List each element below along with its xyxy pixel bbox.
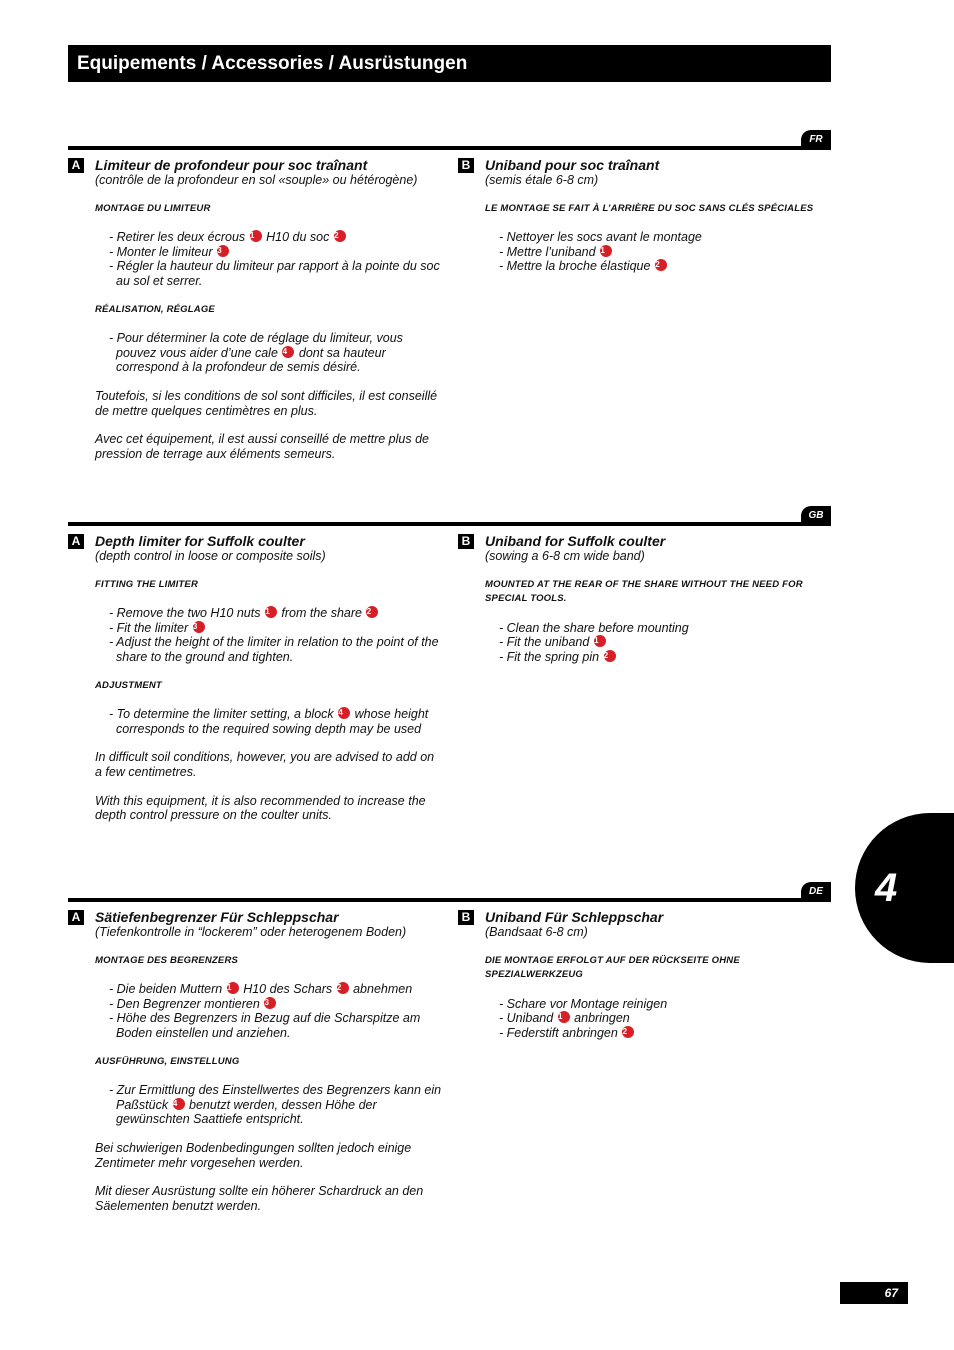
sub-heading: MONTAGE DES BEGRENZERS bbox=[95, 954, 239, 966]
step-text: - Fit the limiter bbox=[109, 620, 192, 635]
section-subtitle: (semis étale 6-8 cm) bbox=[485, 173, 599, 187]
callout-number-badge: 2 bbox=[655, 259, 667, 271]
step-text: - Remove the two H10 nuts bbox=[109, 606, 264, 621]
section-rule bbox=[68, 522, 831, 526]
section-subtitle: (contrôle de la profondeur en sol «souple» ou hétérogène) bbox=[95, 173, 418, 187]
step-item bbox=[109, 1083, 443, 1127]
callout-number-badge: 1 bbox=[594, 635, 606, 647]
step-item bbox=[109, 707, 443, 736]
column-b bbox=[458, 157, 831, 274]
section-title: Uniband Für Schleppschar bbox=[485, 909, 664, 925]
page-header bbox=[68, 45, 831, 82]
section-title: Depth limiter for Suffolk coulter bbox=[95, 533, 305, 549]
step-list bbox=[109, 230, 443, 288]
callout-number-badge: 3 bbox=[264, 997, 276, 1009]
step-list bbox=[109, 707, 443, 736]
step-list bbox=[499, 997, 831, 1041]
note-paragraph: In difficult soil conditions, however, you are advised to add on a few centimetres. bbox=[95, 750, 435, 779]
callout-number-badge: 2 bbox=[337, 982, 349, 994]
step-text: - Régler la hauteur du limiteur par rapport à la pointe du soc au sol et serrer. bbox=[109, 259, 440, 288]
callout-number-badge: 3 bbox=[193, 621, 205, 633]
step-text: - Höhe des Begrenzers in Bezug auf die Scharspitze am Boden einstellen und anziehen. bbox=[109, 1011, 421, 1040]
step-text: abnehmen bbox=[349, 982, 413, 997]
callout-number-badge: 4 bbox=[338, 707, 350, 719]
step-item bbox=[109, 331, 443, 375]
callout-number-badge: 2 bbox=[366, 606, 378, 618]
step-list bbox=[109, 331, 443, 375]
step-text: - To determine the limiter setting, a block bbox=[109, 707, 338, 722]
callout-number-badge: 2 bbox=[622, 1026, 634, 1038]
language-tab: DE bbox=[801, 882, 831, 902]
step-text: H10 des Schars bbox=[239, 982, 336, 997]
step-text: - Fit the spring pin bbox=[499, 649, 603, 664]
step-item bbox=[499, 997, 831, 1012]
column-b bbox=[458, 909, 831, 1041]
step-text: - Fit the uniband bbox=[499, 635, 593, 650]
section-subtitle: (depth control in loose or composite soils) bbox=[95, 549, 326, 563]
column-a bbox=[68, 157, 443, 461]
step-item bbox=[109, 230, 443, 245]
step-text: - Clean the share before mounting bbox=[499, 620, 689, 635]
section-title: Uniband pour soc traînant bbox=[485, 157, 660, 173]
note-paragraph: With this equipment, it is also recommended to increase the depth control pressure on the coulter units. bbox=[95, 793, 426, 823]
step-text: - Mettre la broche élastique bbox=[499, 259, 654, 274]
note-paragraph: Mit dieser Ausrüstung sollte ein höherer Schardruck an den Säelementen benutzt werden. bbox=[95, 1184, 424, 1213]
step-item bbox=[499, 1026, 831, 1041]
section-subtitle: (sowing a 6-8 cm wide band) bbox=[485, 549, 645, 563]
page-title: Equipements / Accessories / Ausrüstungen bbox=[77, 52, 468, 74]
step-item bbox=[499, 245, 831, 260]
step-text: whose height corresponds to the required sowing depth may be used bbox=[116, 707, 429, 736]
note-paragraph: Toutefois, si les conditions de sol sont difficiles, il est conseillé de mettre quelques centimètres en plus. bbox=[95, 388, 438, 418]
step-item bbox=[109, 259, 443, 288]
section-subtitle: (Bandsaat 6-8 cm) bbox=[485, 925, 588, 939]
callout-number-badge: 4 bbox=[282, 346, 294, 358]
section-subtitle: (Tiefenkontrolle in “lockerem” oder heterogenem Boden) bbox=[95, 925, 407, 939]
step-text: benutzt werden, dessen Höhe der gewünschten Saattiefe entspricht. bbox=[116, 1097, 377, 1127]
step-text: H10 du soc bbox=[262, 230, 333, 245]
section-rule bbox=[68, 898, 831, 902]
step-item bbox=[499, 1011, 831, 1026]
callout-number-badge: 2 bbox=[334, 230, 346, 242]
section-rule bbox=[68, 146, 831, 150]
section-title: Uniband for Suffolk coulter bbox=[485, 533, 666, 549]
step-text: - Mettre l’uniband bbox=[499, 244, 600, 259]
step-text: - Uniband bbox=[499, 1011, 557, 1026]
step-item bbox=[109, 245, 443, 260]
section-letter-box: A bbox=[68, 158, 84, 173]
language-tab: GB bbox=[801, 506, 831, 526]
step-item bbox=[499, 259, 831, 274]
step-text: - Adjust the height of the limiter in relation to the point of the share to the ground and tighten. bbox=[109, 635, 439, 664]
callout-number-badge: 2 bbox=[604, 650, 616, 662]
step-list bbox=[499, 621, 831, 665]
step-text: - Nettoyer les socs avant le montage bbox=[499, 230, 702, 245]
step-item bbox=[499, 230, 831, 245]
section-letter-box: B bbox=[458, 158, 474, 173]
step-item bbox=[499, 621, 831, 636]
sub-heading: FITTING THE LIMITER bbox=[95, 578, 199, 590]
callout-number-badge: 4 bbox=[173, 1098, 185, 1110]
step-text: - Die beiden Muttern bbox=[109, 982, 226, 997]
step-item bbox=[499, 650, 831, 665]
step-item bbox=[109, 982, 443, 997]
step-text: anbringen bbox=[570, 1011, 630, 1026]
step-item bbox=[109, 621, 443, 636]
step-text: - Pour déterminer la cote de réglage du limiteur, vous pouvez vous aider d’une cale bbox=[109, 331, 403, 360]
step-text: - Den Begrenzer montieren bbox=[109, 996, 264, 1011]
step-item bbox=[109, 1011, 443, 1040]
step-text: - Zur Ermittlung des Einstellwertes des Begrenzers kann ein Paßstück bbox=[109, 1083, 442, 1112]
sub-heading: MONTAGE DU LIMITEUR bbox=[95, 202, 211, 214]
callout-number-badge: 1 bbox=[558, 1011, 570, 1023]
page-number: 67 bbox=[840, 1282, 908, 1304]
sub-heading: LE MONTAGE SE FAIT À L’ARRIÈRE DU SOC SANS CLÉS SPÉCIALES bbox=[485, 202, 814, 214]
step-item bbox=[109, 606, 443, 621]
step-text: - Retirer les deux écrous bbox=[109, 230, 249, 245]
section-letter-box: B bbox=[458, 534, 474, 549]
step-list bbox=[109, 982, 443, 1040]
step-list bbox=[109, 606, 443, 664]
step-item bbox=[109, 635, 443, 664]
step-text: - Monter le limiteur bbox=[109, 244, 216, 259]
step-text: dont sa hauteur correspond à la profondeur de semis désiré. bbox=[116, 345, 386, 375]
callout-number-badge: 1 bbox=[600, 245, 612, 257]
step-text: from the share bbox=[277, 606, 366, 621]
step-list bbox=[499, 230, 831, 274]
step-text: - Federstift anbringen bbox=[499, 1025, 622, 1040]
sub-heading: ADJUSTMENT bbox=[95, 679, 162, 691]
step-item bbox=[499, 635, 831, 650]
sub-heading: AUSFÜHRUNG, EINSTELLUNG bbox=[95, 1055, 240, 1067]
chapter-number: 4 bbox=[875, 866, 898, 910]
callout-number-badge: 1 bbox=[250, 230, 262, 242]
column-a bbox=[68, 909, 443, 1213]
column-a bbox=[68, 533, 443, 823]
section-letter-box: A bbox=[68, 534, 84, 549]
step-list bbox=[109, 1083, 443, 1127]
section-title: Limiteur de profondeur pour soc traînant bbox=[95, 157, 368, 173]
sub-heading: DIE MONTAGE ERFOLGT AUF DER RÜCKSEITE OHNE SPEZIALWERKZEUG bbox=[485, 954, 740, 981]
section-letter-box: B bbox=[458, 910, 474, 925]
step-text: - Schare vor Montage reinigen bbox=[499, 996, 668, 1011]
language-tab: FR bbox=[801, 130, 831, 150]
callout-number-badge: 1 bbox=[227, 982, 239, 994]
note-paragraph: Avec cet équipement, il est aussi conseillé de mettre plus de pression de terrage aux éléments semeurs. bbox=[95, 432, 429, 461]
chapter-tab bbox=[855, 813, 954, 963]
section-title: Sätiefenbegrenzer Für Schleppschar bbox=[95, 909, 339, 925]
sub-heading: MOUNTED AT THE REAR OF THE SHARE WITHOUT THE NEED FOR SPECIAL TOOLS. bbox=[485, 578, 803, 605]
callout-number-badge: 1 bbox=[265, 606, 277, 618]
step-item bbox=[109, 997, 443, 1012]
note-paragraph: Bei schwierigen Bodenbedingungen sollten jedoch einige Zentimeter mehr vorgesehen werden. bbox=[95, 1140, 412, 1170]
column-b bbox=[458, 533, 831, 665]
callout-number-badge: 3 bbox=[217, 245, 229, 257]
sub-heading: RÉALISATION, RÉGLAGE bbox=[95, 303, 215, 315]
section-letter-box: A bbox=[68, 910, 84, 925]
